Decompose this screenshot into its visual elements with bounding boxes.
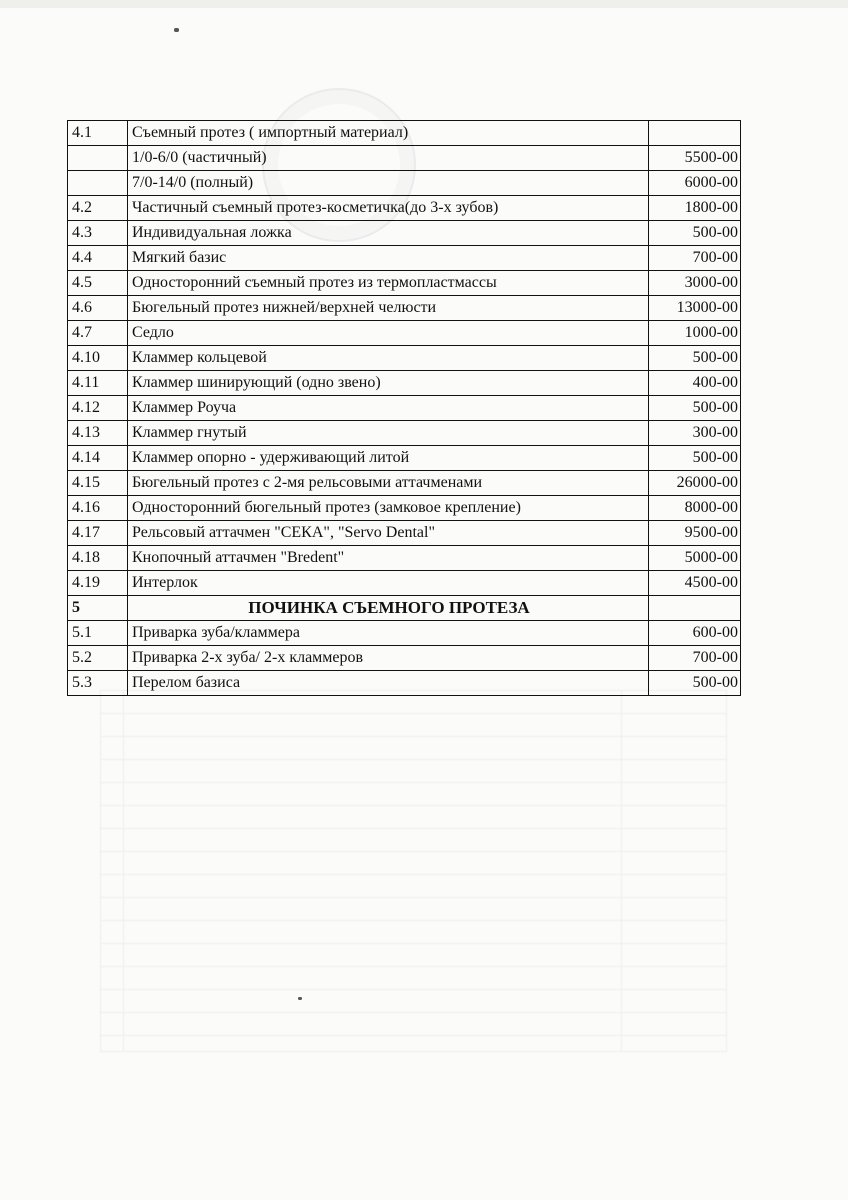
price-table (67, 120, 741, 696)
item-number (68, 146, 128, 171)
item-price: 3000-00 (649, 271, 741, 296)
item-number: 4.11 (68, 371, 128, 396)
table-row (68, 646, 741, 671)
item-description: Бюгельный протез нижней/верхней челюсти (128, 296, 649, 321)
item-price: 500-00 (649, 221, 741, 246)
item-price: 13000-00 (649, 296, 741, 321)
table-row (68, 296, 741, 321)
item-description: Перелом базиса (128, 671, 649, 696)
item-description: Частичный съемный протез-косметичка(до 3-х зубов) (128, 196, 649, 221)
item-number: 4.1 (68, 121, 128, 146)
item-description: Индивидуальная ложка (128, 221, 649, 246)
item-description: Кламмер гнутый (128, 421, 649, 446)
item-number: 5.1 (68, 621, 128, 646)
item-price (649, 121, 741, 146)
table-row (68, 471, 741, 496)
item-number: 5 (68, 596, 128, 621)
item-price: 400-00 (649, 371, 741, 396)
table-row (68, 346, 741, 371)
item-price: 5500-00 (649, 146, 741, 171)
table-row (68, 546, 741, 571)
item-price: 4500-00 (649, 571, 741, 596)
item-number: 4.3 (68, 221, 128, 246)
item-description: ПОЧИНКА СЪЕМНОГО ПРОТЕЗА (128, 596, 649, 621)
table-row (68, 321, 741, 346)
item-price: 700-00 (649, 246, 741, 271)
item-price: 6000-00 (649, 171, 741, 196)
item-description: 7/0-14/0 (полный) (128, 171, 649, 196)
item-description: Кламмер кольцевой (128, 346, 649, 371)
item-description: Кламмер опорно - удерживающий литой (128, 446, 649, 471)
item-number: 4.17 (68, 521, 128, 546)
speck (174, 28, 179, 32)
item-price (649, 596, 741, 621)
item-description: Седло (128, 321, 649, 346)
table-row (68, 196, 741, 221)
item-number: 4.15 (68, 471, 128, 496)
section-row (68, 596, 741, 621)
table-row (68, 671, 741, 696)
show-through-table (100, 690, 727, 1052)
item-price: 1000-00 (649, 321, 741, 346)
item-description: Приварка 2-х зуба/ 2-х кламмеров (128, 646, 649, 671)
item-price: 1800-00 (649, 196, 741, 221)
item-number: 4.14 (68, 446, 128, 471)
item-number (68, 171, 128, 196)
table-row (68, 446, 741, 471)
item-number: 4.5 (68, 271, 128, 296)
item-price: 500-00 (649, 346, 741, 371)
item-description: Кнопочный аттачмен "Bredent" (128, 546, 649, 571)
item-price: 8000-00 (649, 496, 741, 521)
item-description: Интерлок (128, 571, 649, 596)
item-price: 600-00 (649, 621, 741, 646)
item-number: 4.4 (68, 246, 128, 271)
item-description: 1/0-6/0 (частичный) (128, 146, 649, 171)
table-row (68, 121, 741, 146)
item-number: 4.7 (68, 321, 128, 346)
table-row (68, 371, 741, 396)
item-price: 26000-00 (649, 471, 741, 496)
table-row (68, 421, 741, 446)
item-number: 4.16 (68, 496, 128, 521)
table-row (68, 246, 741, 271)
table-row (68, 496, 741, 521)
item-description: Односторонний бюгельный протез (замковое крепление) (128, 496, 649, 521)
item-description: Кламмер шинирующий (одно звено) (128, 371, 649, 396)
table-row (68, 146, 741, 171)
item-price: 700-00 (649, 646, 741, 671)
price-table-body (68, 121, 741, 696)
item-description: Мягкий базис (128, 246, 649, 271)
page-top-edge (0, 0, 848, 8)
item-price: 500-00 (649, 446, 741, 471)
table-row (68, 221, 741, 246)
item-description: Односторонний съемный протез из термопластмассы (128, 271, 649, 296)
item-price: 500-00 (649, 396, 741, 421)
item-price: 5000-00 (649, 546, 741, 571)
item-description: Приварка зуба/кламмера (128, 621, 649, 646)
item-number: 4.2 (68, 196, 128, 221)
table-row (68, 271, 741, 296)
table-row (68, 571, 741, 596)
item-number: 4.19 (68, 571, 128, 596)
speck (298, 997, 302, 1000)
item-description: Рельсовый аттачмен "СЕКА", "Servo Dental" (128, 521, 649, 546)
item-price: 300-00 (649, 421, 741, 446)
item-number: 5.3 (68, 671, 128, 696)
item-price: 500-00 (649, 671, 741, 696)
item-description: Бюгельный протез с 2-мя рельсовыми аттачменами (128, 471, 649, 496)
table-row (68, 621, 741, 646)
item-number: 5.2 (68, 646, 128, 671)
table-row (68, 171, 741, 196)
item-description: Кламмер Роуча (128, 396, 649, 421)
item-description: Съемный протез ( импортный материал) (128, 121, 649, 146)
item-number: 4.13 (68, 421, 128, 446)
item-number: 4.18 (68, 546, 128, 571)
item-number: 4.10 (68, 346, 128, 371)
item-price: 9500-00 (649, 521, 741, 546)
item-number: 4.6 (68, 296, 128, 321)
table-row (68, 396, 741, 421)
item-number: 4.12 (68, 396, 128, 421)
table-row (68, 521, 741, 546)
